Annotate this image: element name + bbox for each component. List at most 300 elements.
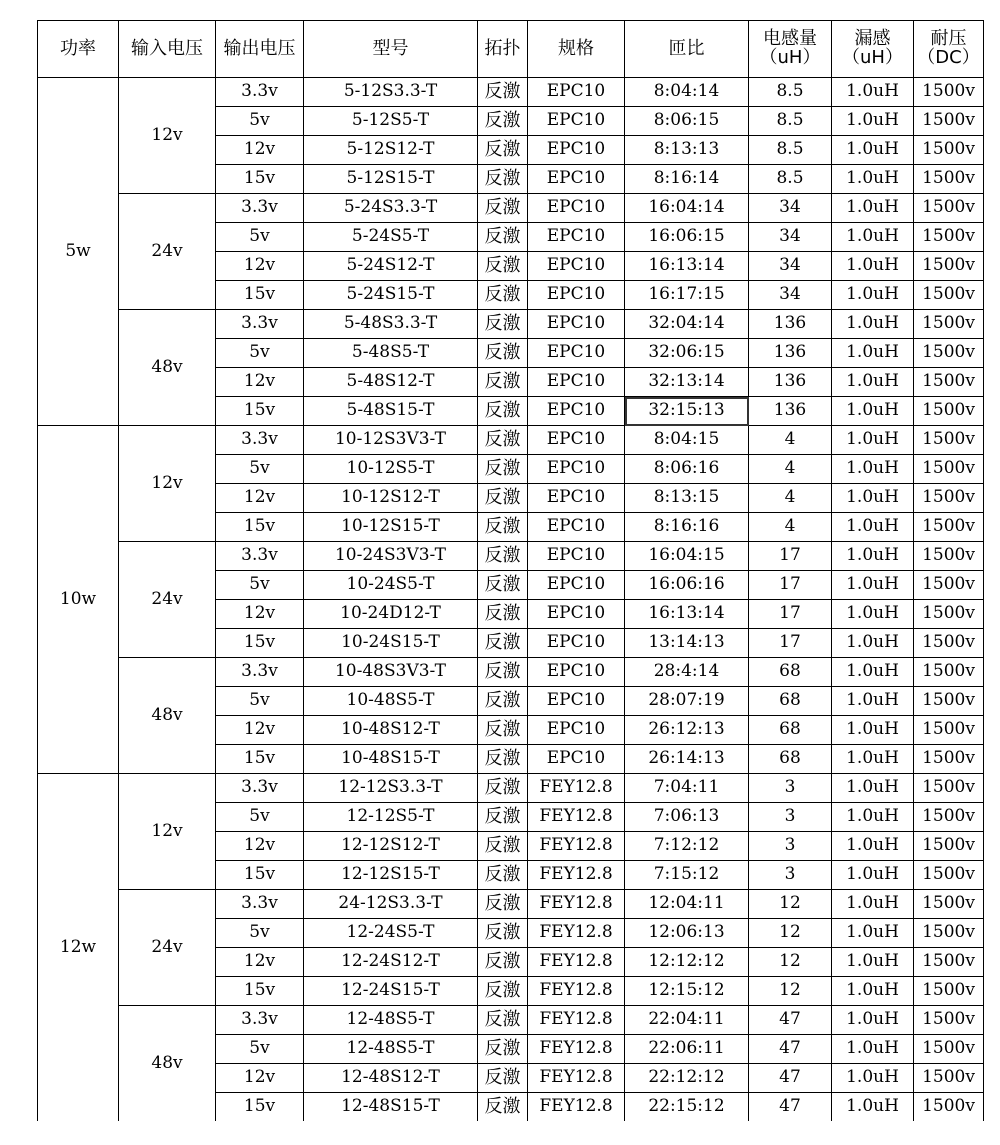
cell-spec[interactable]: EPC10: [528, 78, 625, 107]
cell-vout[interactable]: 5v: [216, 223, 304, 252]
header-topology[interactable]: [478, 21, 528, 78]
cell-model[interactable]: 12-24S5-T: [304, 919, 478, 948]
cell-ratio[interactable]: 8:13:13: [625, 136, 749, 165]
cell-ratio[interactable]: 13:14:13: [625, 629, 749, 658]
cell-vout[interactable]: 3.3v: [216, 194, 304, 223]
cell-model[interactable]: 12-48S15-T: [304, 1093, 478, 1122]
cell-ratio[interactable]: 8:04:15: [625, 426, 749, 455]
cell-topology[interactable]: 反激: [478, 716, 528, 745]
cell-spec[interactable]: FEY12.8: [528, 861, 625, 890]
cell-ratio[interactable]: 28:07:19: [625, 687, 749, 716]
cell-vin[interactable]: 48v: [119, 310, 216, 426]
cell-topology[interactable]: 反激: [478, 194, 528, 223]
cell-model[interactable]: 10-48S3V3-T: [304, 658, 478, 687]
cell-inductance[interactable]: 3: [749, 861, 832, 890]
cell-inductance[interactable]: 136: [749, 368, 832, 397]
cell-topology[interactable]: 反激: [478, 890, 528, 919]
cell-spec[interactable]: EPC10: [528, 223, 625, 252]
cell-topology[interactable]: 反激: [478, 281, 528, 310]
cell-withstand[interactable]: 1500v: [914, 861, 984, 890]
cell-withstand[interactable]: 1500v: [914, 310, 984, 339]
cell-model[interactable]: 10-48S5-T: [304, 687, 478, 716]
cell-ratio[interactable]: 8:16:16: [625, 513, 749, 542]
cell-spec[interactable]: EPC10: [528, 397, 625, 426]
cell-withstand[interactable]: 1500v: [914, 948, 984, 977]
cell-topology[interactable]: 反激: [478, 165, 528, 194]
cell-topology[interactable]: 反激: [478, 397, 528, 426]
cell-leakage[interactable]: 1.0uH: [832, 397, 914, 426]
cell-spec[interactable]: EPC10: [528, 252, 625, 281]
cell-spec[interactable]: EPC10: [528, 136, 625, 165]
cell-inductance[interactable]: 3: [749, 832, 832, 861]
cell-model[interactable]: 12-48S5-T: [304, 1035, 478, 1064]
cell-model[interactable]: 12-12S5-T: [304, 803, 478, 832]
cell-vin[interactable]: 24v: [119, 890, 216, 1006]
cell-inductance[interactable]: 68: [749, 658, 832, 687]
cell-model[interactable]: 10-12S3V3-T: [304, 426, 478, 455]
cell-vout[interactable]: 12v: [216, 368, 304, 397]
cell-withstand[interactable]: 1500v: [914, 1064, 984, 1093]
cell-inductance[interactable]: 4: [749, 455, 832, 484]
cell-leakage[interactable]: 1.0uH: [832, 658, 914, 687]
cell-vin[interactable]: 48v: [119, 658, 216, 774]
cell-spec[interactable]: FEY12.8: [528, 774, 625, 803]
cell-model[interactable]: 10-24S15-T: [304, 629, 478, 658]
cell-ratio[interactable]: 16:13:14: [625, 600, 749, 629]
cell-vout[interactable]: 12v: [216, 948, 304, 977]
cell-model[interactable]: 10-24S3V3-T: [304, 542, 478, 571]
cell-inductance[interactable]: 8.5: [749, 107, 832, 136]
cell-vout[interactable]: 5v: [216, 803, 304, 832]
cell-withstand[interactable]: 1500v: [914, 513, 984, 542]
cell-ratio[interactable]: 16:04:15: [625, 542, 749, 571]
cell-topology[interactable]: 反激: [478, 803, 528, 832]
header-vin[interactable]: [119, 21, 216, 78]
cell-withstand[interactable]: 1500v: [914, 107, 984, 136]
cell-leakage[interactable]: 1.0uH: [832, 310, 914, 339]
cell-model[interactable]: 10-48S12-T: [304, 716, 478, 745]
cell-inductance[interactable]: 47: [749, 1064, 832, 1093]
cell-spec[interactable]: EPC10: [528, 426, 625, 455]
cell-vout[interactable]: 15v: [216, 861, 304, 890]
cell-inductance[interactable]: 68: [749, 716, 832, 745]
cell-withstand[interactable]: 1500v: [914, 600, 984, 629]
cell-withstand[interactable]: 1500v: [914, 136, 984, 165]
cell-model[interactable]: 5-24S3.3-T: [304, 194, 478, 223]
cell-ratio[interactable]: 22:15:12: [625, 1093, 749, 1122]
cell-leakage[interactable]: 1.0uH: [832, 1064, 914, 1093]
cell-ratio[interactable]: 32:06:15: [625, 339, 749, 368]
header-power[interactable]: [38, 21, 119, 78]
cell-model[interactable]: 12-24S12-T: [304, 948, 478, 977]
cell-topology[interactable]: 反激: [478, 1064, 528, 1093]
cell-vout[interactable]: 3.3v: [216, 890, 304, 919]
cell-vin[interactable]: 24v: [119, 194, 216, 310]
cell-withstand[interactable]: 1500v: [914, 455, 984, 484]
cell-vout[interactable]: 12v: [216, 252, 304, 281]
cell-vout[interactable]: 3.3v: [216, 426, 304, 455]
cell-withstand[interactable]: 1500v: [914, 774, 984, 803]
cell-withstand[interactable]: 1500v: [914, 629, 984, 658]
cell-model[interactable]: 10-12S12-T: [304, 484, 478, 513]
cell-inductance[interactable]: 47: [749, 1006, 832, 1035]
cell-vout[interactable]: 3.3v: [216, 78, 304, 107]
cell-vin[interactable]: 12v: [119, 774, 216, 890]
cell-inductance[interactable]: 68: [749, 745, 832, 774]
cell-vout[interactable]: 3.3v: [216, 310, 304, 339]
cell-leakage[interactable]: 1.0uH: [832, 716, 914, 745]
cell-inductance[interactable]: 17: [749, 629, 832, 658]
cell-spec[interactable]: EPC10: [528, 600, 625, 629]
header-spec[interactable]: [528, 21, 625, 78]
cell-spec[interactable]: EPC10: [528, 310, 625, 339]
cell-withstand[interactable]: 1500v: [914, 252, 984, 281]
cell-topology[interactable]: 反激: [478, 948, 528, 977]
cell-spec[interactable]: EPC10: [528, 658, 625, 687]
cell-model[interactable]: 10-24S5-T: [304, 571, 478, 600]
cell-spec[interactable]: FEY12.8: [528, 919, 625, 948]
cell-ratio[interactable]: 16:13:14: [625, 252, 749, 281]
cell-leakage[interactable]: 1.0uH: [832, 1006, 914, 1035]
cell-vout[interactable]: 3.3v: [216, 542, 304, 571]
cell-topology[interactable]: 反激: [478, 774, 528, 803]
cell-leakage[interactable]: 1.0uH: [832, 484, 914, 513]
cell-inductance[interactable]: 4: [749, 426, 832, 455]
cell-model[interactable]: 12-48S12-T: [304, 1064, 478, 1093]
cell-ratio[interactable]: 16:06:15: [625, 223, 749, 252]
cell-inductance[interactable]: 3: [749, 774, 832, 803]
cell-power[interactable]: 5w: [38, 78, 119, 426]
cell-inductance[interactable]: 17: [749, 571, 832, 600]
cell-inductance[interactable]: 12: [749, 948, 832, 977]
cell-leakage[interactable]: 1.0uH: [832, 107, 914, 136]
cell-vout[interactable]: 5v: [216, 687, 304, 716]
cell-withstand[interactable]: 1500v: [914, 194, 984, 223]
cell-topology[interactable]: 反激: [478, 542, 528, 571]
cell-ratio[interactable]: 12:12:12: [625, 948, 749, 977]
cell-vout[interactable]: 15v: [216, 397, 304, 426]
cell-leakage[interactable]: 1.0uH: [832, 977, 914, 1006]
cell-leakage[interactable]: 1.0uH: [832, 339, 914, 368]
cell-leakage[interactable]: 1.0uH: [832, 774, 914, 803]
cell-ratio[interactable]: 7:15:12: [625, 861, 749, 890]
cell-vout[interactable]: 3.3v: [216, 1006, 304, 1035]
cell-inductance[interactable]: 12: [749, 890, 832, 919]
cell-model[interactable]: 10-12S5-T: [304, 455, 478, 484]
cell-spec[interactable]: FEY12.8: [528, 1006, 625, 1035]
cell-ratio[interactable]: 28:4:14: [625, 658, 749, 687]
cell-topology[interactable]: 反激: [478, 658, 528, 687]
cell-inductance[interactable]: 34: [749, 194, 832, 223]
cell-vout[interactable]: 15v: [216, 1093, 304, 1122]
cell-model[interactable]: 5-12S3.3-T: [304, 78, 478, 107]
cell-ratio[interactable]: 12:06:13: [625, 919, 749, 948]
cell-leakage[interactable]: 1.0uH: [832, 455, 914, 484]
cell-inductance[interactable]: 34: [749, 281, 832, 310]
cell-topology[interactable]: 反激: [478, 368, 528, 397]
cell-model[interactable]: 12-12S15-T: [304, 861, 478, 890]
cell-withstand[interactable]: 1500v: [914, 716, 984, 745]
cell-leakage[interactable]: 1.0uH: [832, 252, 914, 281]
cell-leakage[interactable]: 1.0uH: [832, 919, 914, 948]
cell-model[interactable]: 5-24S5-T: [304, 223, 478, 252]
cell-withstand[interactable]: 1500v: [914, 368, 984, 397]
cell-ratio[interactable]: 32:04:14: [625, 310, 749, 339]
cell-inductance[interactable]: 12: [749, 919, 832, 948]
cell-inductance[interactable]: 12: [749, 977, 832, 1006]
header-ratio[interactable]: [625, 21, 749, 78]
cell-topology[interactable]: 反激: [478, 223, 528, 252]
cell-vin[interactable]: 24v: [119, 542, 216, 658]
cell-spec[interactable]: EPC10: [528, 687, 625, 716]
cell-model[interactable]: 24-12S3.3-T: [304, 890, 478, 919]
header-withstand[interactable]: [914, 21, 984, 78]
cell-ratio[interactable]: 8:06:16: [625, 455, 749, 484]
cell-spec[interactable]: EPC10: [528, 165, 625, 194]
cell-withstand[interactable]: 1500v: [914, 397, 984, 426]
cell-leakage[interactable]: 1.0uH: [832, 281, 914, 310]
cell-model[interactable]: 10-48S15-T: [304, 745, 478, 774]
cell-inductance[interactable]: 136: [749, 310, 832, 339]
cell-spec[interactable]: EPC10: [528, 513, 625, 542]
cell-spec[interactable]: EPC10: [528, 339, 625, 368]
cell-spec[interactable]: FEY12.8: [528, 890, 625, 919]
cell-spec[interactable]: EPC10: [528, 368, 625, 397]
cell-model[interactable]: 12-48S5-T: [304, 1006, 478, 1035]
cell-model[interactable]: 5-24S15-T: [304, 281, 478, 310]
cell-ratio[interactable]: 8:16:14: [625, 165, 749, 194]
cell-topology[interactable]: 反激: [478, 745, 528, 774]
cell-topology[interactable]: 反激: [478, 687, 528, 716]
cell-topology[interactable]: 反激: [478, 252, 528, 281]
cell-topology[interactable]: 反激: [478, 1006, 528, 1035]
cell-ratio[interactable]: 16:06:16: [625, 571, 749, 600]
cell-ratio[interactable]: 7:12:12: [625, 832, 749, 861]
cell-spec[interactable]: EPC10: [528, 194, 625, 223]
cell-spec[interactable]: EPC10: [528, 745, 625, 774]
cell-topology[interactable]: 反激: [478, 861, 528, 890]
cell-model[interactable]: 12-12S12-T: [304, 832, 478, 861]
cell-spec[interactable]: FEY12.8: [528, 1064, 625, 1093]
cell-leakage[interactable]: 1.0uH: [832, 600, 914, 629]
selected-cell[interactable]: 32:15:13: [625, 397, 749, 426]
cell-withstand[interactable]: 1500v: [914, 890, 984, 919]
cell-spec[interactable]: FEY12.8: [528, 803, 625, 832]
cell-model[interactable]: 12-12S3.3-T: [304, 774, 478, 803]
cell-withstand[interactable]: 1500v: [914, 832, 984, 861]
cell-topology[interactable]: 反激: [478, 107, 528, 136]
cell-model[interactable]: 12-24S15-T: [304, 977, 478, 1006]
cell-leakage[interactable]: 1.0uH: [832, 832, 914, 861]
cell-vout[interactable]: 5v: [216, 339, 304, 368]
cell-vout[interactable]: 15v: [216, 629, 304, 658]
cell-spec[interactable]: EPC10: [528, 542, 625, 571]
cell-withstand[interactable]: 1500v: [914, 281, 984, 310]
cell-vin[interactable]: 48v: [119, 1006, 216, 1122]
cell-ratio[interactable]: 16:04:14: [625, 194, 749, 223]
cell-ratio[interactable]: 26:14:13: [625, 745, 749, 774]
cell-ratio[interactable]: 7:04:11: [625, 774, 749, 803]
cell-ratio[interactable]: 8:04:14: [625, 78, 749, 107]
cell-topology[interactable]: 反激: [478, 919, 528, 948]
cell-vout[interactable]: 5v: [216, 571, 304, 600]
cell-vout[interactable]: 12v: [216, 600, 304, 629]
cell-withstand[interactable]: 1500v: [914, 1006, 984, 1035]
cell-topology[interactable]: 反激: [478, 600, 528, 629]
cell-ratio[interactable]: 12:04:11: [625, 890, 749, 919]
cell-vout[interactable]: 5v: [216, 455, 304, 484]
cell-model[interactable]: 5-12S12-T: [304, 136, 478, 165]
header-model[interactable]: [304, 21, 478, 78]
cell-ratio[interactable]: 22:06:11: [625, 1035, 749, 1064]
cell-model[interactable]: 5-48S5-T: [304, 339, 478, 368]
cell-spec[interactable]: FEY12.8: [528, 1035, 625, 1064]
cell-topology[interactable]: 反激: [478, 426, 528, 455]
cell-inductance[interactable]: 136: [749, 339, 832, 368]
cell-topology[interactable]: 反激: [478, 629, 528, 658]
header-vout[interactable]: [216, 21, 304, 78]
cell-spec[interactable]: EPC10: [528, 571, 625, 600]
cell-vout[interactable]: 12v: [216, 832, 304, 861]
cell-withstand[interactable]: 1500v: [914, 1093, 984, 1122]
cell-model[interactable]: 5-12S5-T: [304, 107, 478, 136]
cell-inductance[interactable]: 17: [749, 542, 832, 571]
cell-spec[interactable]: EPC10: [528, 629, 625, 658]
cell-withstand[interactable]: 1500v: [914, 165, 984, 194]
cell-vout[interactable]: 12v: [216, 716, 304, 745]
cell-leakage[interactable]: 1.0uH: [832, 1035, 914, 1064]
cell-withstand[interactable]: 1500v: [914, 658, 984, 687]
cell-vin[interactable]: 12v: [119, 78, 216, 194]
cell-spec[interactable]: EPC10: [528, 455, 625, 484]
cell-topology[interactable]: 反激: [478, 310, 528, 339]
cell-model[interactable]: 5-24S12-T: [304, 252, 478, 281]
cell-vout[interactable]: 3.3v: [216, 774, 304, 803]
cell-ratio[interactable]: 7:06:13: [625, 803, 749, 832]
cell-ratio[interactable]: 12:15:12: [625, 977, 749, 1006]
cell-leakage[interactable]: 1.0uH: [832, 136, 914, 165]
cell-withstand[interactable]: 1500v: [914, 426, 984, 455]
cell-vout[interactable]: 15v: [216, 977, 304, 1006]
cell-leakage[interactable]: 1.0uH: [832, 890, 914, 919]
cell-withstand[interactable]: 1500v: [914, 78, 984, 107]
cell-leakage[interactable]: 1.0uH: [832, 629, 914, 658]
cell-inductance[interactable]: 17: [749, 600, 832, 629]
cell-vout[interactable]: 15v: [216, 513, 304, 542]
cell-withstand[interactable]: 1500v: [914, 745, 984, 774]
cell-spec[interactable]: FEY12.8: [528, 832, 625, 861]
cell-withstand[interactable]: 1500v: [914, 571, 984, 600]
cell-withstand[interactable]: 1500v: [914, 687, 984, 716]
cell-ratio[interactable]: 22:04:11: [625, 1006, 749, 1035]
cell-leakage[interactable]: 1.0uH: [832, 78, 914, 107]
cell-inductance[interactable]: 47: [749, 1093, 832, 1122]
cell-vout[interactable]: 12v: [216, 484, 304, 513]
cell-inductance[interactable]: 34: [749, 223, 832, 252]
cell-spec[interactable]: FEY12.8: [528, 1093, 625, 1122]
cell-leakage[interactable]: 1.0uH: [832, 223, 914, 252]
cell-topology[interactable]: 反激: [478, 832, 528, 861]
cell-model[interactable]: 5-48S15-T: [304, 397, 478, 426]
cell-leakage[interactable]: 1.0uH: [832, 687, 914, 716]
cell-topology[interactable]: 反激: [478, 339, 528, 368]
cell-model[interactable]: 5-48S3.3-T: [304, 310, 478, 339]
cell-vout[interactable]: 5v: [216, 919, 304, 948]
cell-topology[interactable]: 反激: [478, 1035, 528, 1064]
cell-spec[interactable]: FEY12.8: [528, 977, 625, 1006]
cell-vout[interactable]: 5v: [216, 1035, 304, 1064]
cell-vout[interactable]: 5v: [216, 107, 304, 136]
cell-leakage[interactable]: 1.0uH: [832, 861, 914, 890]
cell-inductance[interactable]: 136: [749, 397, 832, 426]
cell-inductance[interactable]: 8.5: [749, 136, 832, 165]
cell-leakage[interactable]: 1.0uH: [832, 513, 914, 542]
cell-leakage[interactable]: 1.0uH: [832, 194, 914, 223]
cell-ratio[interactable]: 22:12:12: [625, 1064, 749, 1093]
cell-topology[interactable]: 反激: [478, 977, 528, 1006]
cell-withstand[interactable]: 1500v: [914, 542, 984, 571]
cell-vout[interactable]: 12v: [216, 1064, 304, 1093]
cell-spec[interactable]: EPC10: [528, 484, 625, 513]
cell-inductance[interactable]: 47: [749, 1035, 832, 1064]
cell-leakage[interactable]: 1.0uH: [832, 948, 914, 977]
cell-topology[interactable]: 反激: [478, 78, 528, 107]
cell-ratio[interactable]: 8:06:15: [625, 107, 749, 136]
cell-inductance[interactable]: 8.5: [749, 78, 832, 107]
cell-leakage[interactable]: 1.0uH: [832, 542, 914, 571]
cell-withstand[interactable]: 1500v: [914, 339, 984, 368]
cell-model[interactable]: 5-48S12-T: [304, 368, 478, 397]
cell-topology[interactable]: 反激: [478, 455, 528, 484]
cell-ratio[interactable]: 16:17:15: [625, 281, 749, 310]
cell-leakage[interactable]: 1.0uH: [832, 745, 914, 774]
cell-inductance[interactable]: 4: [749, 484, 832, 513]
cell-inductance[interactable]: 3: [749, 803, 832, 832]
cell-model[interactable]: 10-12S15-T: [304, 513, 478, 542]
cell-vout[interactable]: 12v: [216, 136, 304, 165]
cell-inductance[interactable]: 68: [749, 687, 832, 716]
cell-topology[interactable]: 反激: [478, 1093, 528, 1122]
cell-power[interactable]: 10w: [38, 426, 119, 774]
cell-spec[interactable]: EPC10: [528, 281, 625, 310]
cell-leakage[interactable]: 1.0uH: [832, 803, 914, 832]
cell-spec[interactable]: EPC10: [528, 107, 625, 136]
header-leakage[interactable]: [832, 21, 914, 78]
cell-leakage[interactable]: 1.0uH: [832, 1093, 914, 1122]
cell-vin[interactable]: 12v: [119, 426, 216, 542]
cell-vout[interactable]: 15v: [216, 165, 304, 194]
cell-inductance[interactable]: 34: [749, 252, 832, 281]
cell-topology[interactable]: 反激: [478, 571, 528, 600]
cell-vout[interactable]: 15v: [216, 281, 304, 310]
cell-leakage[interactable]: 1.0uH: [832, 571, 914, 600]
cell-vout[interactable]: 15v: [216, 745, 304, 774]
cell-withstand[interactable]: 1500v: [914, 484, 984, 513]
cell-withstand[interactable]: 1500v: [914, 1035, 984, 1064]
cell-withstand[interactable]: 1500v: [914, 977, 984, 1006]
cell-vout[interactable]: 3.3v: [216, 658, 304, 687]
cell-leakage[interactable]: 1.0uH: [832, 426, 914, 455]
cell-leakage[interactable]: 1.0uH: [832, 368, 914, 397]
cell-spec[interactable]: FEY12.8: [528, 948, 625, 977]
cell-withstand[interactable]: 1500v: [914, 919, 984, 948]
cell-leakage[interactable]: 1.0uH: [832, 165, 914, 194]
cell-ratio[interactable]: 26:12:13: [625, 716, 749, 745]
cell-model[interactable]: 10-24D12-T: [304, 600, 478, 629]
cell-topology[interactable]: 反激: [478, 484, 528, 513]
cell-topology[interactable]: 反激: [478, 513, 528, 542]
cell-topology[interactable]: 反激: [478, 136, 528, 165]
